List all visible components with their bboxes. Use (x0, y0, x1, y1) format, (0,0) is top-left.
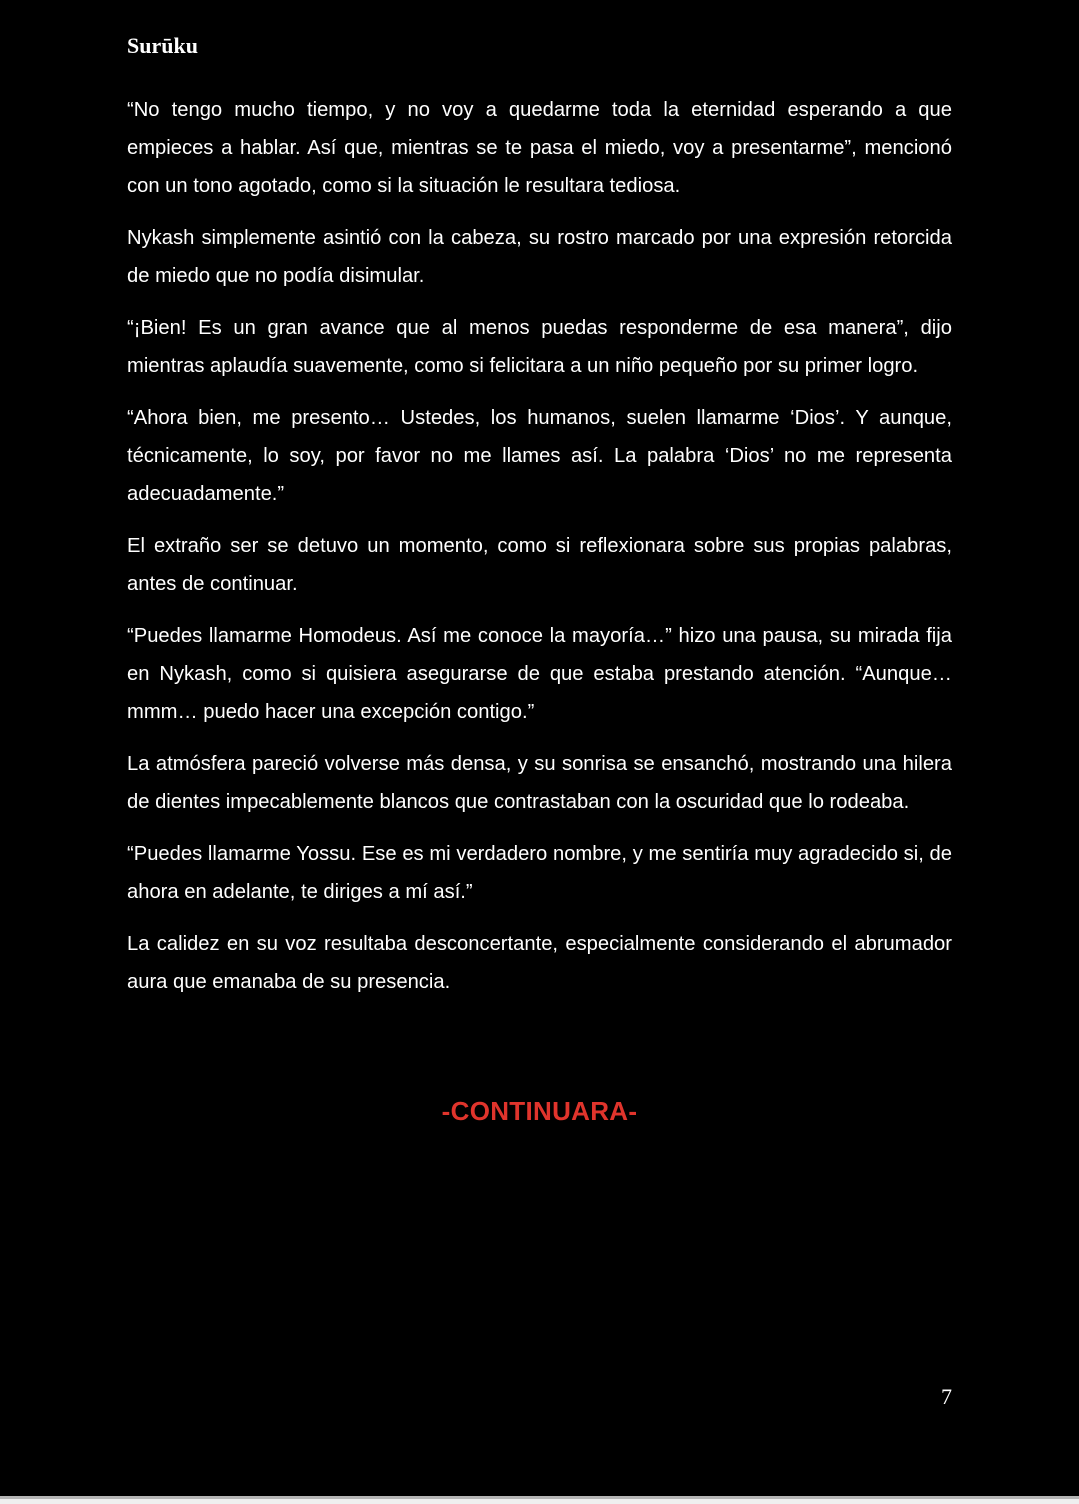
paragraph: “No tengo mucho tiempo, y no voy a quedarme toda la eternidad esperando a que empieces a hablar. Así que, mientras se te pasa el miedo, voy a presentarme”, mencionó con un tono agotado, como si la situación le resultara tediosa. (127, 99, 952, 197)
viewer-background-strip (0, 1499, 1079, 1504)
paragraph: Nykash simplemente asintió con la cabeza, su rostro marcado por una expresión retorcida de miedo que no podía disimular. (127, 227, 952, 287)
paragraph: “Ahora bien, me presento… Ustedes, los humanos, suelen llamarme ‘Dios’. Y aunque, técnicamente, lo soy, por favor no me llames así. La palabra ‘Dios’ no me representa adecuadamente.” (127, 407, 952, 505)
paragraph: “Puedes llamarme Yossu. Ese es mi verdadero nombre, y me sentiría muy agradecido si, de ahora en adelante, te diriges a mí así.” (127, 843, 952, 903)
paragraph: “¡Bien! Es un gran avance que al menos puedas responderme de esa manera”, dijo mientras aplaudía suavemente, como si felicitara a un niño pequeño por su primer logro. (127, 317, 952, 377)
continuation-label: -CONTINUARA- (441, 1096, 638, 1126)
paragraph: La atmósfera pareció volverse más densa, y su sonrisa se ensanchó, mostrando una hilera de dientes impecablemente blancos que contrastaban con la oscuridad que lo rodeaba. (127, 753, 952, 813)
paragraph: El extraño ser se detuvo un momento, como si reflexionara sobre sus propias palabras, antes de continuar. (127, 535, 952, 595)
page-number: 7 (941, 1384, 952, 1409)
paragraph: La calidez en su voz resultaba desconcertante, especialmente considerando el abrumador aura que emanaba de su presencia. (127, 933, 952, 993)
running-header-title: Surūku (127, 33, 198, 58)
paragraph: “Puedes llamarme Homodeus. Así me conoce la mayoría…” hizo una pausa, su mirada fija en Nykash, como si quisiera asegurarse de que estaba prestando atención. “Aunque… mmm… puedo hacer una excepción contigo.” (127, 625, 952, 723)
body-text (127, 91, 952, 1015)
